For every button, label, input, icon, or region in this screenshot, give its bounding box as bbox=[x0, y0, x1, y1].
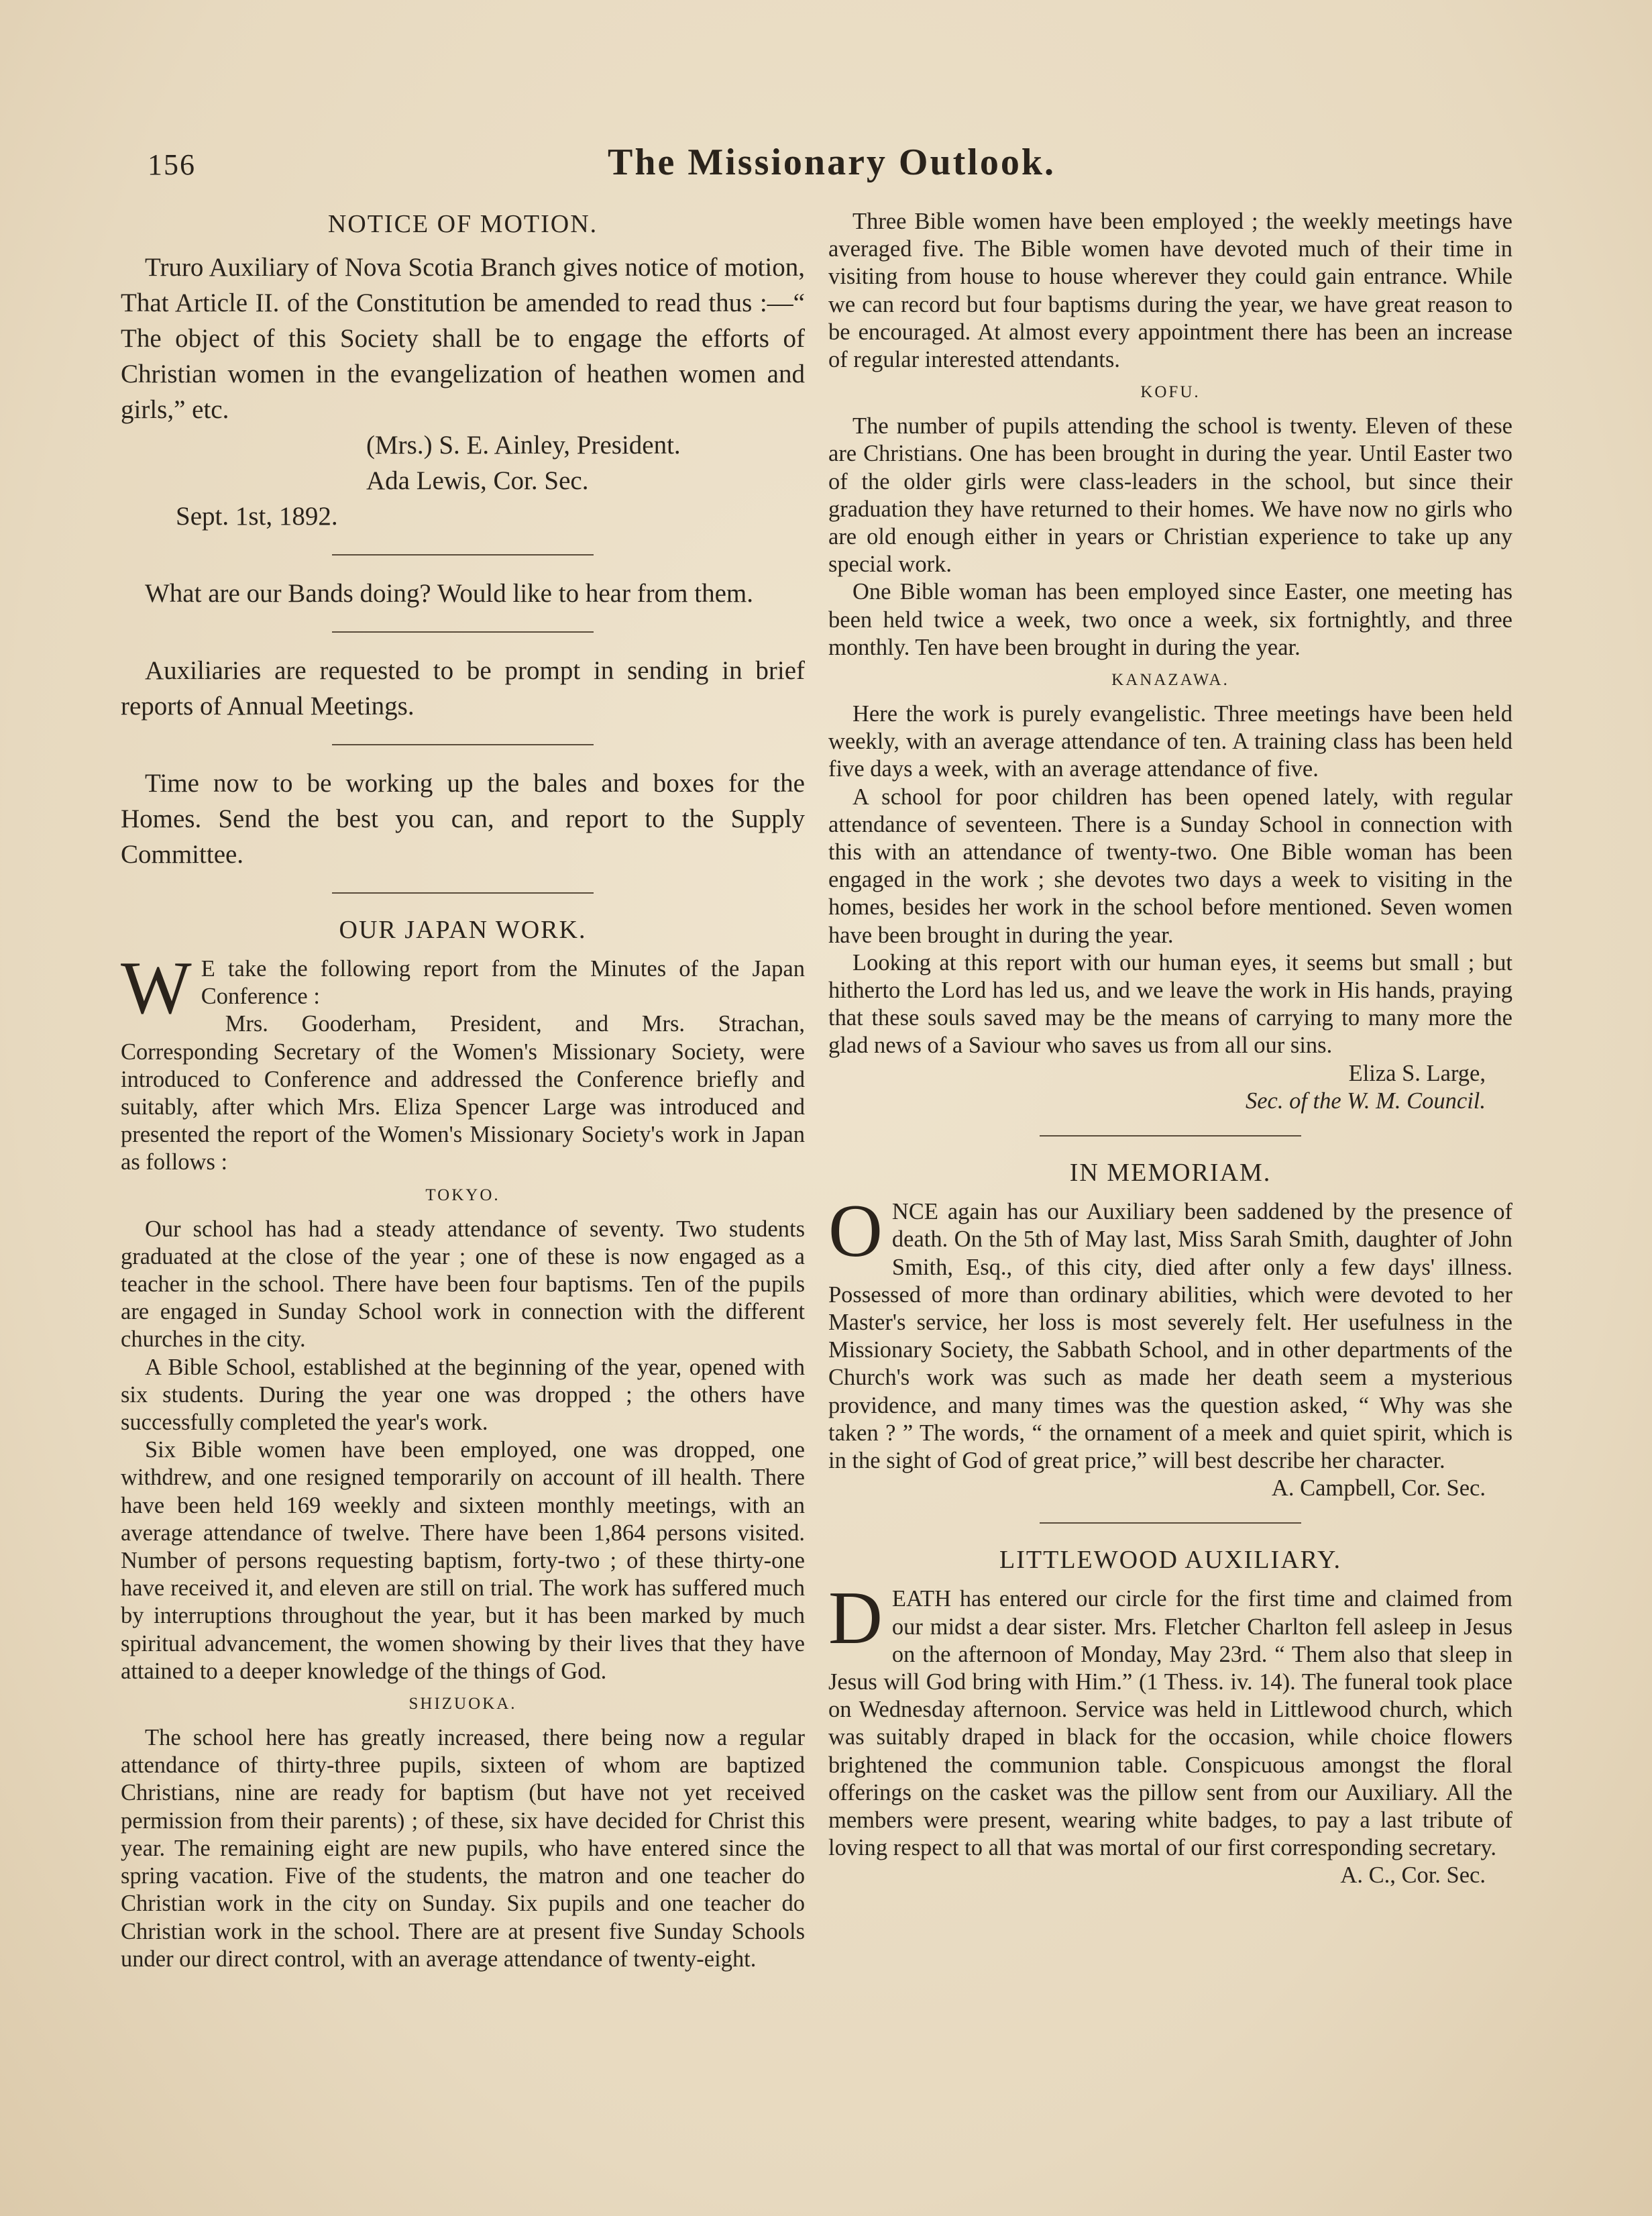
page-header bbox=[148, 141, 1516, 195]
divider bbox=[332, 631, 594, 633]
japan-intro bbox=[121, 947, 805, 1030]
running-title: The Missionary Outlook. bbox=[608, 142, 1056, 183]
littlewood-text: EATH has entered our circle for the first time and claimed from our midst a dear sister. Mrs. Fletcher Charlton fell asleep in Jesus on the afternoon of Monday, May 23rd. “ Them also that sleep in Jesus will God bring with Him.” (1 Thess. iv. 14). The funeral took place on Wednesday afternoon. Service was held in Littlewood church, which was suitably draped in black for the occasion, while choice flowers brightened the communion table. Conspicuous amongst the floral offerings on the casket was the pillow sent from our Auxiliary. All the members were present, wearing white badges, to pay a last tribute of loving respect to all that was mortal of our first corresponding secretary. bbox=[828, 1586, 1512, 1861]
note-bands: What are our Bands doing? Would like to hear from them. bbox=[145, 579, 753, 608]
divider bbox=[1040, 1135, 1301, 1137]
littlewood-signature: A. C., Cor. Sec. bbox=[1340, 1862, 1486, 1889]
divider bbox=[332, 554, 594, 556]
shizuoka-paragraph: The school here has greatly increased, there being now a regular attendance of thirty-three pupils, sixteen of whom are baptized Christians, nine are ready for baptism (but have not yet received permission from their parents) ; of these, six have decided for Christ this year. The remaining eight are new pupils, who have entered since the spring vacation. Five of the students, the matron and one teacher do Christian work in the city on Sunday. Six pupils and one teacher do Christian work in the school. There are at present five Sunday Schools under our direct control, with an average attendance of twenty-eight. bbox=[121, 1725, 805, 1972]
littlewood-heading: LITTLEWOOD AUXILIARY. bbox=[999, 1546, 1341, 1575]
kofu-paragraph: One Bible woman has been employed since Easter, one meeting has been held twice a week, two once a week, six fortnightly, and three monthly. Ten have been brought in during the year. bbox=[828, 579, 1512, 660]
notice-signature-president: (Mrs.) S. E. Ainley, President. bbox=[366, 431, 681, 460]
kanazawa-paragraph: Here the work is purely evangelistic. Three meetings have been held weekly, with an average attendance of ten. A training class has been held five days a week, with an average attendance of five. bbox=[828, 701, 1512, 782]
drop-cap: O bbox=[828, 1190, 883, 1273]
japan-heading: OUR JAPAN WORK. bbox=[339, 916, 587, 944]
shizuoka-heading: SHIZUOKA. bbox=[408, 1695, 517, 1713]
japan-intro-text: E take the following report from the Minutes of the Japan Conference : bbox=[201, 956, 805, 1010]
tokyo-heading: TOKYO. bbox=[425, 1185, 500, 1204]
memoriam-body bbox=[828, 1190, 1512, 1475]
tokyo-paragraph: Six Bible women have been employed, one was dropped, one withdrew, and one resigned temporarily on account of ill health. There have been held 169 weekly and sixteen monthly meetings, with an average attendance of twelve. There have been 1,864 persons visited. Number of persons requesting baptism, forty-two ; of these thirty-one have received it, and eleven are still on trial. The work has suffered much by interruptions throughout the year, but it has been marked by much spiritual advancement, the women showing by their lives that they have attained to a deeper knowledge of the things of God. bbox=[121, 1437, 805, 1684]
drop-cap: W bbox=[121, 947, 192, 1030]
littlewood-body bbox=[828, 1577, 1512, 1862]
tokyo-paragraph: Our school has had a steady attendance of seventy. Two students graduated at the close of the year ; one of these is now engaged as a teacher in the school. There have been four baptisms. Ten of the pupils are engaged in Sunday School work in connection with the different churches in the city. bbox=[121, 1216, 805, 1353]
japan-signature-name: Eliza S. Large, bbox=[1348, 1060, 1486, 1086]
kofu-heading: KOFU. bbox=[1140, 383, 1201, 402]
notice-signature-secretary: Ada Lewis, Cor. Sec. bbox=[366, 466, 589, 495]
page-number: 156 bbox=[148, 148, 196, 181]
note-time: Time now to be working up the bales and boxes for the Homes. Send the best you can, and report to the Supply Committee. bbox=[121, 769, 805, 869]
memoriam-heading: IN MEMORIAM. bbox=[1069, 1159, 1272, 1188]
notice-date: Sept. 1st, 1892. bbox=[176, 502, 338, 531]
kanazawa-paragraph: Looking at this report with our human eyes, it seems but small ; but hitherto the Lord has led us, and we leave the work in His hands, praying that these souls saved may be the means of carrying to many more the glad news of a Saviour who saves us from all our sins. bbox=[828, 949, 1512, 1059]
kofu-paragraph: The number of pupils attending the school is twenty. Eleven of these are Christians. One has been brought in during the year. Until Easter two of the older girls were class-leaders in the school, but since their graduation they have returned to their homes. We have now no girls who are old enough either in years or Christian experience to take up any special work. bbox=[828, 413, 1512, 578]
japan-intro-2: Mrs. Gooderham, President, and Mrs. Strachan, Corresponding Secretary of the Women's Missionary Society, were introduced to Conference and addressed the Conference briefly and suitably, after which Mrs. Eliza Spencer Large was introduced and presented the report of the Women's Missionary Society's work in Japan as follows : bbox=[121, 1011, 805, 1175]
shizuoka-paragraph: Three Bible women have been employed ; the weekly meetings have averaged five. The Bible women have devoted much of their time in visiting from house to house wherever they could gain entrance. While we can record but four baptisms during the year, we have great reason to be encouraged. At almost every appointment there has been an increase of regular interested attendants. bbox=[828, 209, 1512, 373]
memoriam-text: NCE again has our Auxiliary been saddened by the presence of death. On the 5th of May last, Miss Sarah Smith, daughter of John Smith, Esq., of this city, died after only a few days' illness. Possessed of more than ordinary abilities, which were devoted to her Master's service, her loss is most severely felt. Her usefulness in the Missionary Society, the Sabbath School, and in other departments of the Church's work was such as made her death seem a mysterious providence, and many times was the question asked, “ Why was she taken ? ” The words, “ the ornament of a meek and quiet spirit, which is in the sight of God of great price,” will best describe her character. bbox=[828, 1199, 1512, 1473]
left-column bbox=[121, 208, 805, 1973]
tokyo-paragraph: A Bible School, established at the beginning of the year, opened with six students. During the year one was dropped ; the others have successfully completed the year's work. bbox=[121, 1354, 805, 1436]
memoriam-signature: A. Campbell, Cor. Sec. bbox=[1271, 1475, 1486, 1501]
notice-body: Truro Auxiliary of Nova Scotia Branch gives notice of motion, That Article II. of the Constitution be amended to read thus :—“ The object of this Society shall be to engage the efforts of Christian women in the evangelization of heathen women and girls,” etc. bbox=[121, 253, 805, 424]
note-auxiliaries: Auxiliaries are requested to be prompt in sending in brief reports of Annual Meetings. bbox=[121, 656, 805, 721]
divider bbox=[332, 744, 594, 745]
divider bbox=[1040, 1522, 1301, 1524]
kanazawa-heading: KANAZAWA. bbox=[1111, 671, 1229, 690]
drop-cap: D bbox=[828, 1577, 883, 1660]
notice-heading: NOTICE OF MOTION. bbox=[327, 210, 598, 238]
divider bbox=[332, 892, 594, 894]
right-column bbox=[828, 208, 1512, 1890]
kanazawa-paragraph: A school for poor children has been opened lately, with regular attendance of seventeen. There is a Sunday School in connection with this with an attendance of twenty-two. One Bible woman has been engaged in the work ; she devotes two days a week to visiting in the homes, besides her work in the school before mentioned. Seven women have been brought in during the year. bbox=[828, 784, 1512, 948]
japan-signature-title: Sec. of the W. M. Council. bbox=[1245, 1088, 1486, 1114]
